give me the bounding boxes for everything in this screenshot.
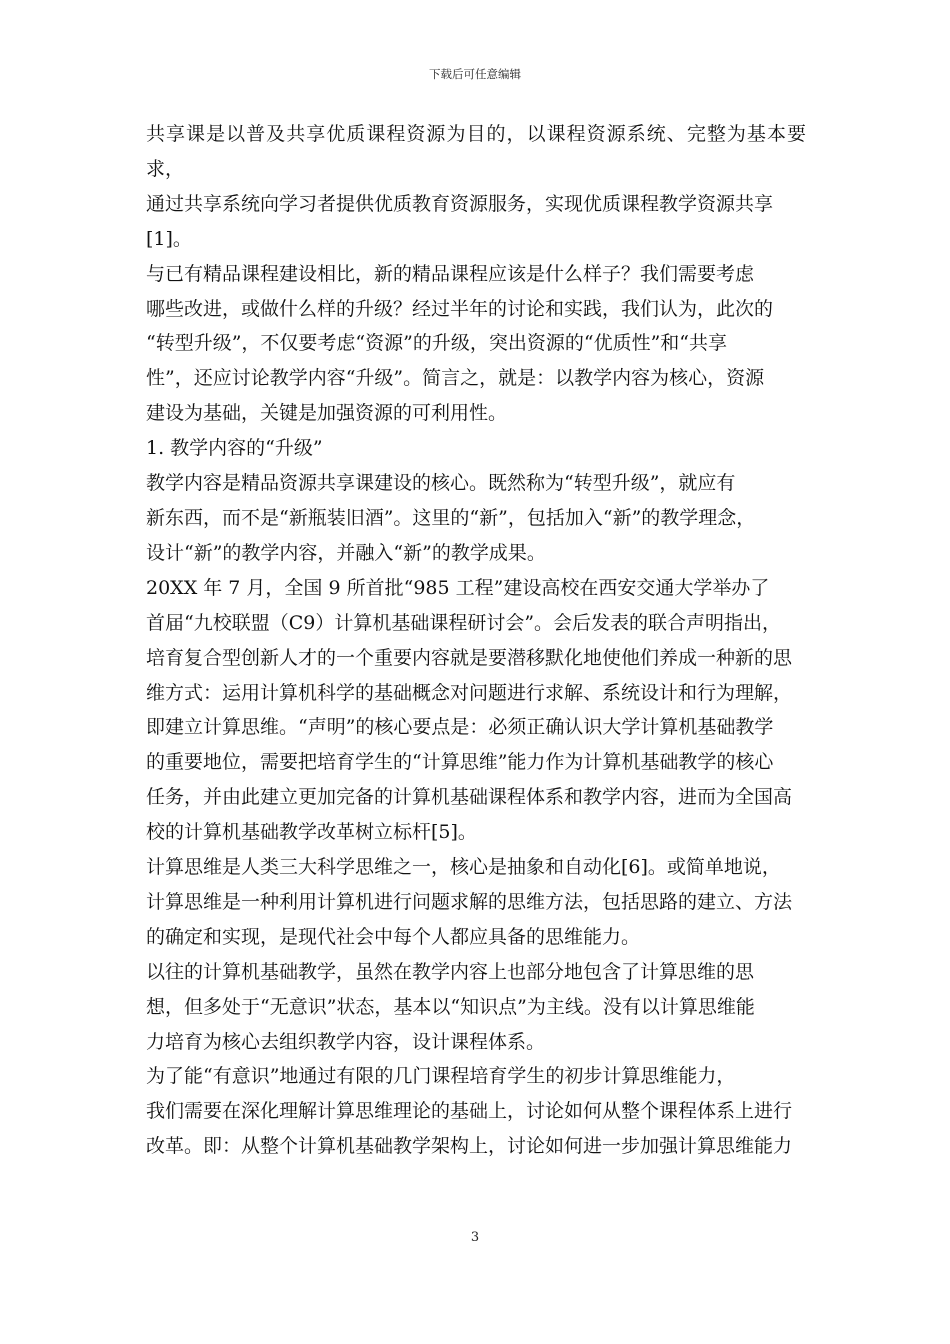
document-body <box>146 117 806 1164</box>
paragraph-2: 与已有精品课程建设相比，新的精品课程应该是什么样子？我们需要考虑 哪些改进，或做什么样的升级？经过半年的讨论和实践，我们认为，此次的 “转型升级”，不仅要考虑“资源”的升级，突出资源的“优质性”和“共享 性”，还应讨论教学内容“升级”。简言之，就是：以教学内容为核心，资源 建设为基础，关键是加强资源的可利用性。 <box>146 262 774 425</box>
paragraph-3: 教学内容是精品资源共享课建设的核心。既然称为“转型升级”，就应有 新东西，而不是“新瓶装旧酒”。这里的“新”，包括加入“新”的教学理念， 设计“新”的教学内容，并融入“新”的教学成果。 <box>146 472 756 564</box>
paragraph-1: 共享课是以普及共享优质课程资源为目的，以课程资源系统、完整为基本要求， 通过共享系统向学习者提供优质教育资源服务，实现优质课程教学资源共享 [1]。 <box>146 123 806 250</box>
paragraph-7: 为了能“有意识”地通过有限的几门课程培育学生的初步计算思维能力， 我们需要在深化理解计算思维理论的基础上，讨论如何从整个课程体系上进行 改革。即：从整个计算机基础教学架构上，讨论如何进一步加强计算思维能力 <box>146 1065 793 1158</box>
paragraph-4: 20XX 年 7 月，全国 9 所首批“985 工程”建设高校在西安交通大学举办了 首届“九校联盟（C9）计算机基础课程研讨会”。会后发表的联合声明指出， 培育复合型创新人才的一个重要内容就是要潜移默化地使他们养成一种新的思 维方式：运用计算机科学的基础概念对问题进行求解、系统设计和行为理解， 即建立计算思维。“声明”的核心要点是：必须正确认识大学计算机基础教学 的重要地位，需要把培育学生的“计算思维”能力作为计算机基础教学的核心 任务，并由此建立更加完备的计算机基础课程体系和教学内容，进而为全国高 校的计算机基础教学改革树立标杆[5]。 <box>146 576 793 844</box>
paragraph-6: 以往的计算机基础教学，虽然在教学内容上也部分地包含了计算思维的思 想，但多处于“无意识”状态，基本以“知识点”为主线。没有以计算思维能 力培育为核心去组织教学内容，设计课程体系。 <box>146 960 755 1053</box>
page-number: 3 <box>470 1230 480 1245</box>
page-header: 下载后可任意编辑 <box>429 67 521 81</box>
section-heading: 1. 教学内容的“升级” <box>146 437 323 460</box>
paragraph-5: 计算思维是人类三大科学思维之一，核心是抽象和自动化[6]。或简单地说， 计算思维是一种利用计算机进行问题求解的思维方法，包括思路的建立、方法 的确定和实现，是现代社会中每个人都应具备的思维能力。 <box>146 856 793 948</box>
